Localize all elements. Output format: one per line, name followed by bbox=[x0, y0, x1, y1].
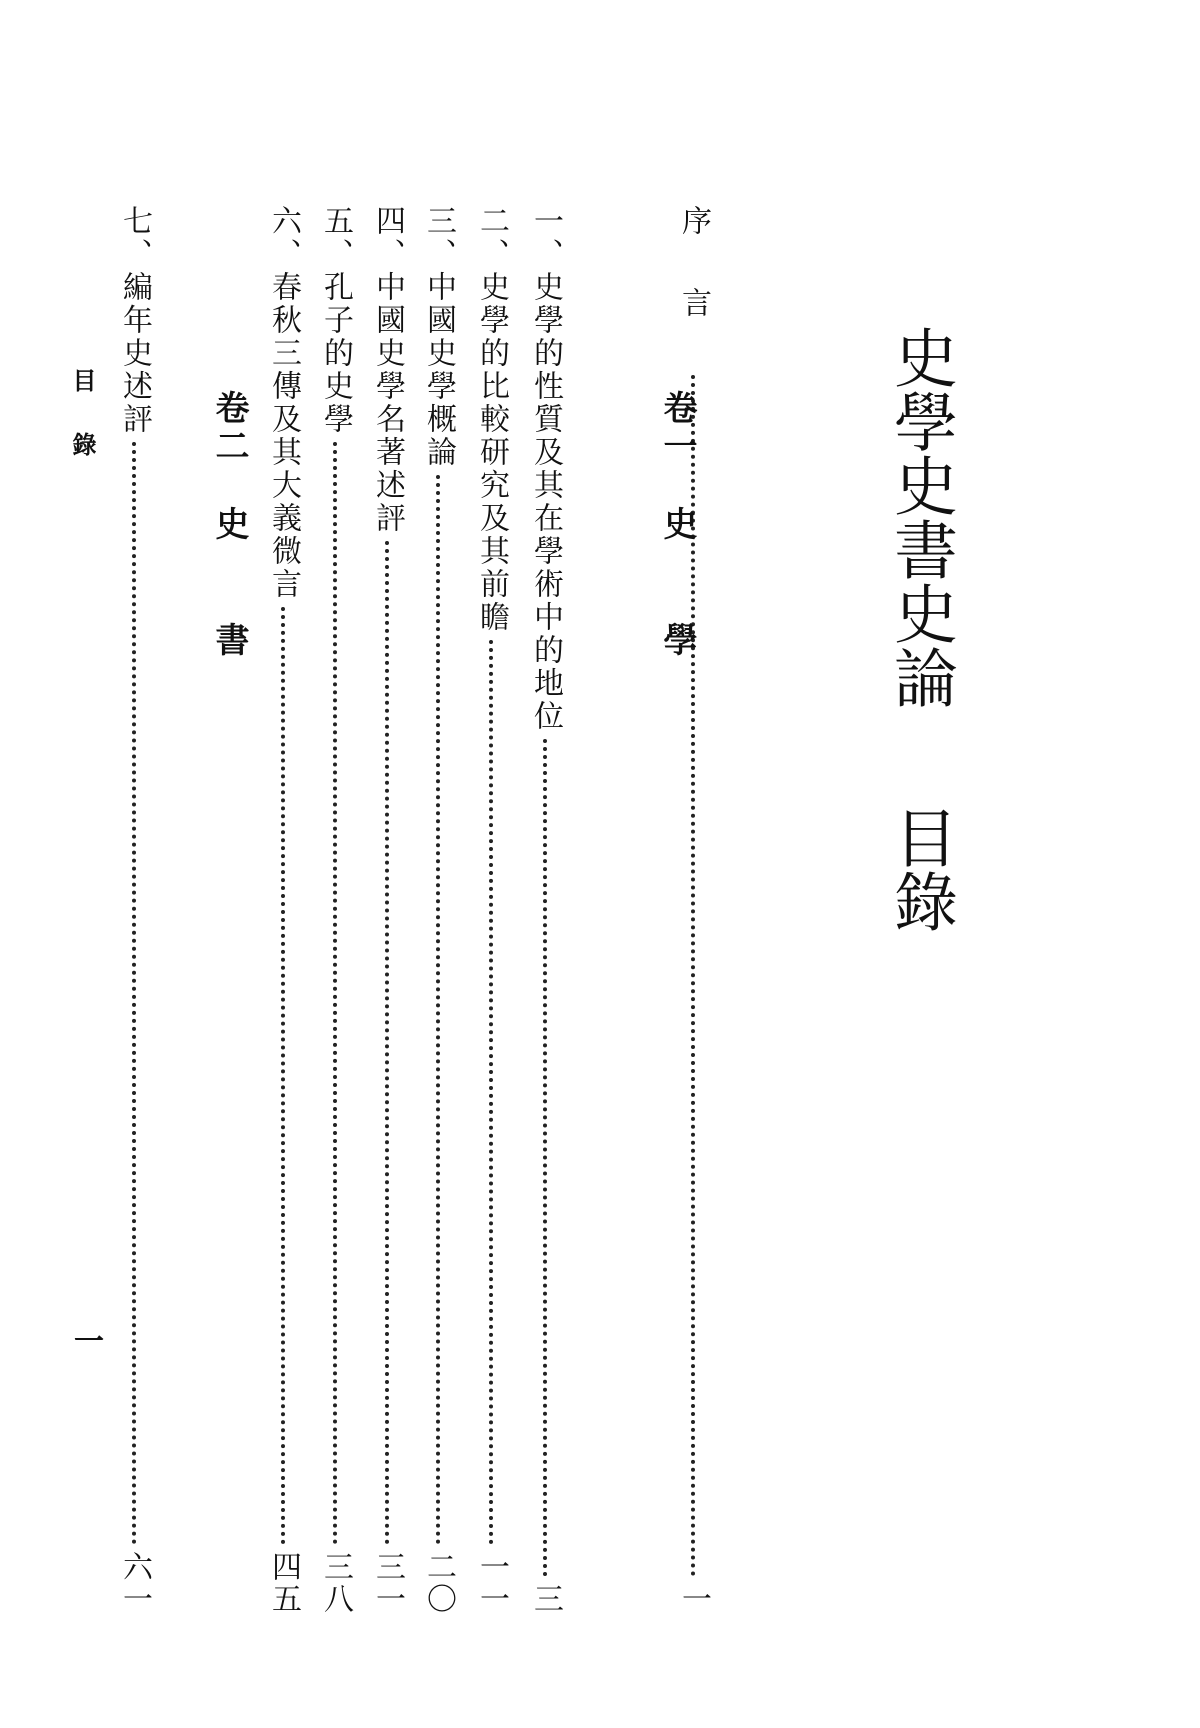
running-header: 目錄 bbox=[68, 368, 97, 496]
dot-leader bbox=[132, 442, 136, 1545]
page-number: 六一 bbox=[117, 1551, 152, 1615]
volume-heading-1 bbox=[657, 390, 697, 738]
page-number: 三 bbox=[528, 1583, 563, 1615]
book-title bbox=[883, 325, 957, 933]
entry-separator: 、 bbox=[528, 238, 563, 271]
entry-separator: 、 bbox=[318, 238, 353, 271]
toc-entry[interactable] bbox=[421, 205, 455, 1615]
entry-title: 中國史學概論 bbox=[421, 271, 456, 469]
entry-number: 三 bbox=[421, 205, 456, 238]
volume-label: 卷二 bbox=[209, 390, 249, 466]
entry-title: 中國史學名著述評 bbox=[370, 271, 405, 535]
entry-title: 編年史述評 bbox=[117, 271, 152, 436]
entry-separator: 、 bbox=[370, 238, 405, 271]
page-number: 三八 bbox=[318, 1551, 353, 1615]
dot-leader bbox=[436, 475, 440, 1545]
entry-number: 六 bbox=[266, 205, 301, 238]
toc-entry[interactable] bbox=[370, 205, 404, 1615]
entry-separator: 、 bbox=[421, 238, 456, 271]
page-number: 二〇 bbox=[421, 1551, 456, 1615]
folio-page-number: 一 bbox=[68, 1325, 103, 1355]
volume-heading-2 bbox=[209, 390, 249, 738]
entry-number: 四 bbox=[370, 205, 405, 238]
dot-leader bbox=[385, 541, 389, 1545]
entry-title: 孔子的史學 bbox=[318, 271, 353, 436]
entry-separator: 、 bbox=[266, 238, 301, 271]
toc-entry[interactable] bbox=[117, 205, 151, 1615]
entry-number: 二 bbox=[474, 205, 509, 238]
toc-entry[interactable] bbox=[318, 205, 352, 1615]
page-number: 四五 bbox=[266, 1551, 301, 1615]
book-title-suffix: 目錄 bbox=[883, 805, 957, 933]
entry-separator: 、 bbox=[117, 238, 152, 271]
volume-title: 史書 bbox=[209, 506, 249, 738]
entry-title: 春秋三傳及其大義微言 bbox=[266, 271, 301, 601]
dot-leader bbox=[281, 607, 285, 1545]
entry-title: 史學的比較研究及其前瞻 bbox=[474, 271, 509, 634]
entry-separator: 、 bbox=[474, 238, 509, 271]
dot-leader bbox=[543, 739, 547, 1577]
toc-entry[interactable] bbox=[266, 205, 300, 1615]
entry-number: 七 bbox=[117, 205, 152, 238]
page-number: 三一 bbox=[370, 1551, 405, 1615]
entry-number: 五 bbox=[318, 205, 353, 238]
dot-leader bbox=[489, 640, 493, 1545]
entry-number: 一 bbox=[528, 205, 563, 238]
page-number: 一一 bbox=[474, 1551, 509, 1615]
volume-label: 卷一 bbox=[657, 390, 697, 466]
dot-leader bbox=[333, 442, 337, 1545]
toc-entry[interactable] bbox=[474, 205, 508, 1615]
preface-label: 序言 bbox=[676, 205, 711, 369]
entry-title: 史學的性質及其在學術中的地位 bbox=[528, 271, 563, 733]
toc-entry[interactable] bbox=[528, 205, 562, 1615]
volume-title: 史學 bbox=[657, 506, 697, 738]
book-title-main: 史學史書史論 bbox=[883, 325, 957, 709]
page-number: 一 bbox=[676, 1583, 711, 1615]
